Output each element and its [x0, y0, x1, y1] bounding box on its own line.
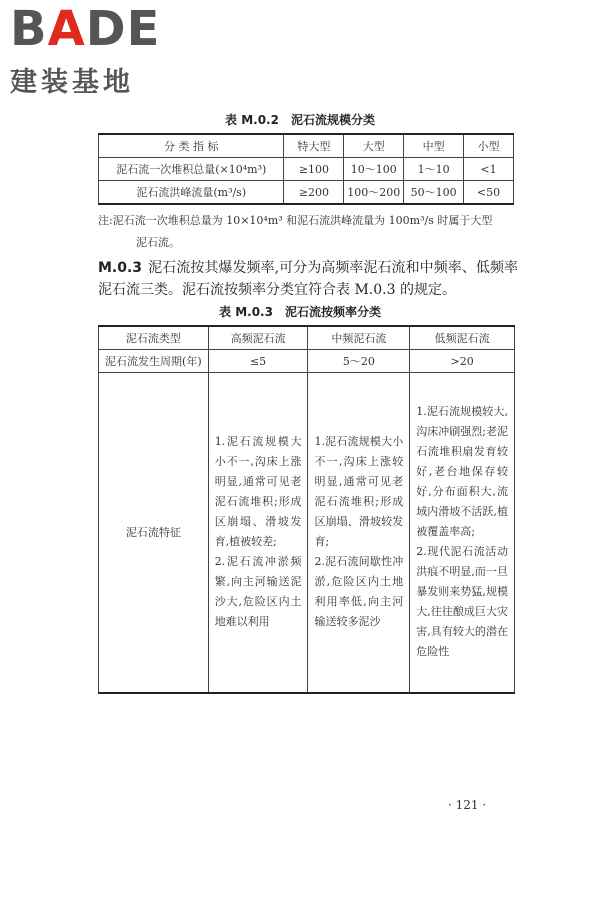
feature-item: 1.泥石流规模大小不一,沟床上涨较明显,通常可见老泥石流堆积;形成区崩塌、滑坡较发育; — [314, 435, 404, 549]
frequency-classification-table — [98, 325, 515, 694]
clause-number: M.0.3 — [98, 260, 143, 276]
table-header-cell: 特大型 — [284, 134, 344, 158]
table-cell: 1～10 — [404, 158, 464, 181]
table-cell: 100～200 — [344, 181, 404, 205]
feature-cell-high — [208, 373, 308, 693]
table-row — [99, 373, 515, 693]
logo-brand-accent: A — [47, 1, 86, 57]
table-header-row — [99, 326, 515, 350]
table-cell: <1 — [464, 158, 514, 181]
table-cell: 泥石流洪峰流量(m³/s) — [99, 181, 284, 205]
feature-item: 1.泥石流规模大小不一,沟床上涨明显,通常可见老泥石流堆积;形成区崩塌、滑坡发育,植被较差; — [214, 435, 302, 549]
note-line: 注:泥石流一次堆积总量为 10×10⁴m³ 和泥石流洪峰流量为 100m³/s 时属于大型 — [98, 214, 493, 227]
table1-caption: 表 M.0.2 泥石流规模分类 — [225, 113, 375, 127]
clause-text: 泥石流按其爆发频率,可分为高频率泥石流和中频率、低频率泥石流三类。泥石流按频率分类宜符合表 M.0.3 的规定。 — [98, 260, 518, 298]
table-cell: 10～100 — [344, 158, 404, 181]
table-note — [98, 210, 518, 254]
table-cell: >20 — [410, 350, 515, 373]
table-cell: 泥石流特征 — [99, 373, 209, 693]
table-cell: ≤5 — [208, 350, 308, 373]
table-cell: 泥石流发生周期(年) — [99, 350, 209, 373]
table-row — [99, 181, 514, 205]
table-row — [99, 350, 515, 373]
table-cell: <50 — [464, 181, 514, 205]
table-cell: 泥石流一次堆积总量(×10⁴m³) — [99, 158, 284, 181]
table-header-cell: 中型 — [404, 134, 464, 158]
table-header-cell: 大型 — [344, 134, 404, 158]
logo-subtitle: 建装基地 — [10, 67, 134, 98]
table2-caption: 表 M.0.3 泥石流按频率分类 — [219, 305, 381, 319]
table-row — [99, 158, 514, 181]
table-cell: 5～20 — [308, 350, 410, 373]
table-cell: ≥200 — [284, 181, 344, 205]
logo-brand-part: DE — [85, 1, 161, 57]
table-header-cell: 低频泥石流 — [410, 326, 515, 350]
scale-classification-table — [98, 133, 514, 205]
feature-item: 2.现代泥石流活动洪痕不明显,而一旦暴发则来势猛,规模大,往往酿成巨大灾害,具有较大的潜在危险性 — [416, 545, 508, 659]
table-header-cell: 分 类 指 标 — [99, 134, 284, 158]
clause-paragraph — [98, 257, 518, 301]
logo-brand-part: B — [10, 1, 48, 57]
table-header-cell: 泥石流类型 — [99, 326, 209, 350]
logo-brand — [10, 2, 180, 56]
table-header-cell: 高频泥石流 — [208, 326, 308, 350]
page-number: · 121 · — [448, 798, 487, 812]
table-cell: ≥100 — [284, 158, 344, 181]
table-header-cell: 中频泥石流 — [308, 326, 410, 350]
feature-item: 2.泥石流间歇性冲淤,危险区内土地利用率低,向主河输送较多泥沙 — [314, 555, 404, 629]
feature-item: 1.泥石流规模较大,沟床冲刷强烈;老泥石流堆积扇发育较好,老台地保存较好,分布面积大,流域内滑坡不活跃,植被覆盖率高; — [416, 405, 508, 539]
logo — [10, 2, 180, 99]
feature-item: 2.泥石流冲淤频繁,向主河输送泥沙大,危险区内土地难以利用 — [214, 555, 302, 629]
feature-cell-medium — [308, 373, 410, 693]
table-cell: 50～100 — [404, 181, 464, 205]
table-header-cell: 小型 — [464, 134, 514, 158]
feature-cell-low — [410, 373, 515, 693]
note-line: 泥石流。 — [136, 236, 180, 249]
table-header-row — [99, 134, 514, 158]
